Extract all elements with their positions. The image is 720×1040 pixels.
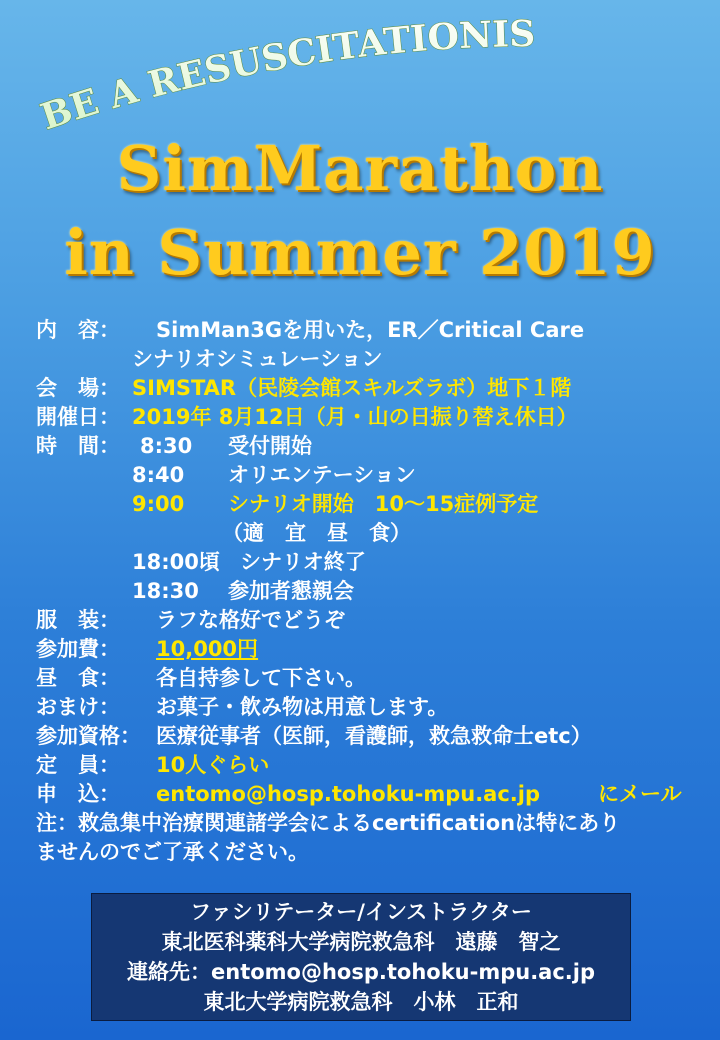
title-line-2: in Summer 2019 <box>64 216 656 289</box>
extras-row <box>36 693 706 722</box>
schedule-time: 18:00頃 <box>132 550 220 574</box>
venue-row <box>36 374 706 403</box>
date-row <box>36 403 706 432</box>
fee-row <box>36 635 706 664</box>
extras-value: お菓子・飲み物は用意します。 <box>156 695 449 719</box>
dress-row <box>36 606 706 635</box>
content-row-2 <box>36 345 706 374</box>
event-info <box>36 316 706 867</box>
note-line-1: 注：救急集中治療関連諸学会によるcertificationは特にあり <box>36 811 621 835</box>
content-label: 内 容： <box>36 318 120 342</box>
facilitator-box <box>91 893 631 1021</box>
tagline-text: BE A RESUSCITATIONIST <box>26 5 536 139</box>
date-label: 開催日： <box>36 405 120 429</box>
svg-text:BE A RESUSCITATIONIST <box>27 5 536 138</box>
lunch-value: 各自持参して下さい。 <box>156 666 366 690</box>
schedule-row-0 <box>36 432 706 461</box>
note-row-2 <box>36 838 706 867</box>
lunch-label: 昼 食： <box>36 666 120 690</box>
apply-label: 申 込： <box>36 782 120 806</box>
apply-row <box>36 780 706 809</box>
eligibility-label: 参加資格： <box>36 724 141 748</box>
schedule-row-4 <box>36 548 706 577</box>
capacity-label: 定 員： <box>36 753 120 777</box>
content-value-2: シナリオシミュレーション <box>132 347 383 371</box>
schedule-time: 8:30 <box>140 434 193 458</box>
capacity-row <box>36 751 706 780</box>
schedule-row-3 <box>36 519 706 548</box>
venue-label: 会 場： <box>36 376 120 400</box>
apply-email: entomo@hosp.tohoku-mpu.ac.jp <box>156 782 540 806</box>
schedule-row-5 <box>36 577 706 606</box>
capacity-value: 10人ぐらい <box>156 753 270 777</box>
schedule-event: （適 宜 昼 食） <box>222 521 411 545</box>
schedule-time: 9:00 <box>132 492 185 516</box>
facilitator-name: 東北医科薬科大学病院救急科 遠藤 智之 <box>161 930 561 954</box>
schedule-event: シナリオ開始 10～15症例予定 <box>228 492 539 516</box>
venue-value: SIMSTAR（民陵会館スキルズラボ）地下１階 <box>132 376 572 400</box>
dress-label: 服 装： <box>36 608 120 632</box>
date-value: 2019年 8月12日（月・山の日振り替え休日） <box>132 405 578 429</box>
fee-label: 参加費： <box>36 637 120 661</box>
title-line-1: SimMarathon <box>116 132 604 205</box>
schedule-row-1 <box>36 461 706 490</box>
content-row <box>36 316 706 345</box>
schedule-event: 受付開始 <box>228 434 312 458</box>
facilitator-name-2: 東北大学病院救急科 小林 正和 <box>203 990 519 1014</box>
eligibility-value: 医療従事者（医師，看護師，救急救命士etc） <box>156 724 592 748</box>
contact-email: 連絡先：entomo@hosp.tohoku-mpu.ac.jp <box>127 960 595 984</box>
fee-value: 10,000円 <box>156 637 259 661</box>
lunch-row <box>36 664 706 693</box>
apply-suffix: にメール <box>598 782 682 806</box>
facilitator-heading: ファシリテーター/インストラクター <box>190 900 532 924</box>
eligibility-row <box>36 722 706 751</box>
schedule-time: 8:40 <box>132 463 185 487</box>
note-row-1 <box>36 809 706 838</box>
schedule-event: 参加者懇親会 <box>228 579 354 603</box>
schedule-event: シナリオ終了 <box>240 550 366 574</box>
time-label: 時 間： <box>36 434 120 458</box>
extras-label: おまけ： <box>36 695 120 719</box>
dress-value: ラフな格好でどうぞ <box>156 608 345 632</box>
schedule-time: 18:30 <box>132 579 199 603</box>
schedule-event: オリエンテーション <box>228 463 416 487</box>
content-value-1: SimMan3Gを用いた，ER／Critical Care <box>156 318 585 342</box>
schedule-row-2 <box>36 490 706 519</box>
note-line-2: ませんのでご了承ください。 <box>36 840 309 864</box>
